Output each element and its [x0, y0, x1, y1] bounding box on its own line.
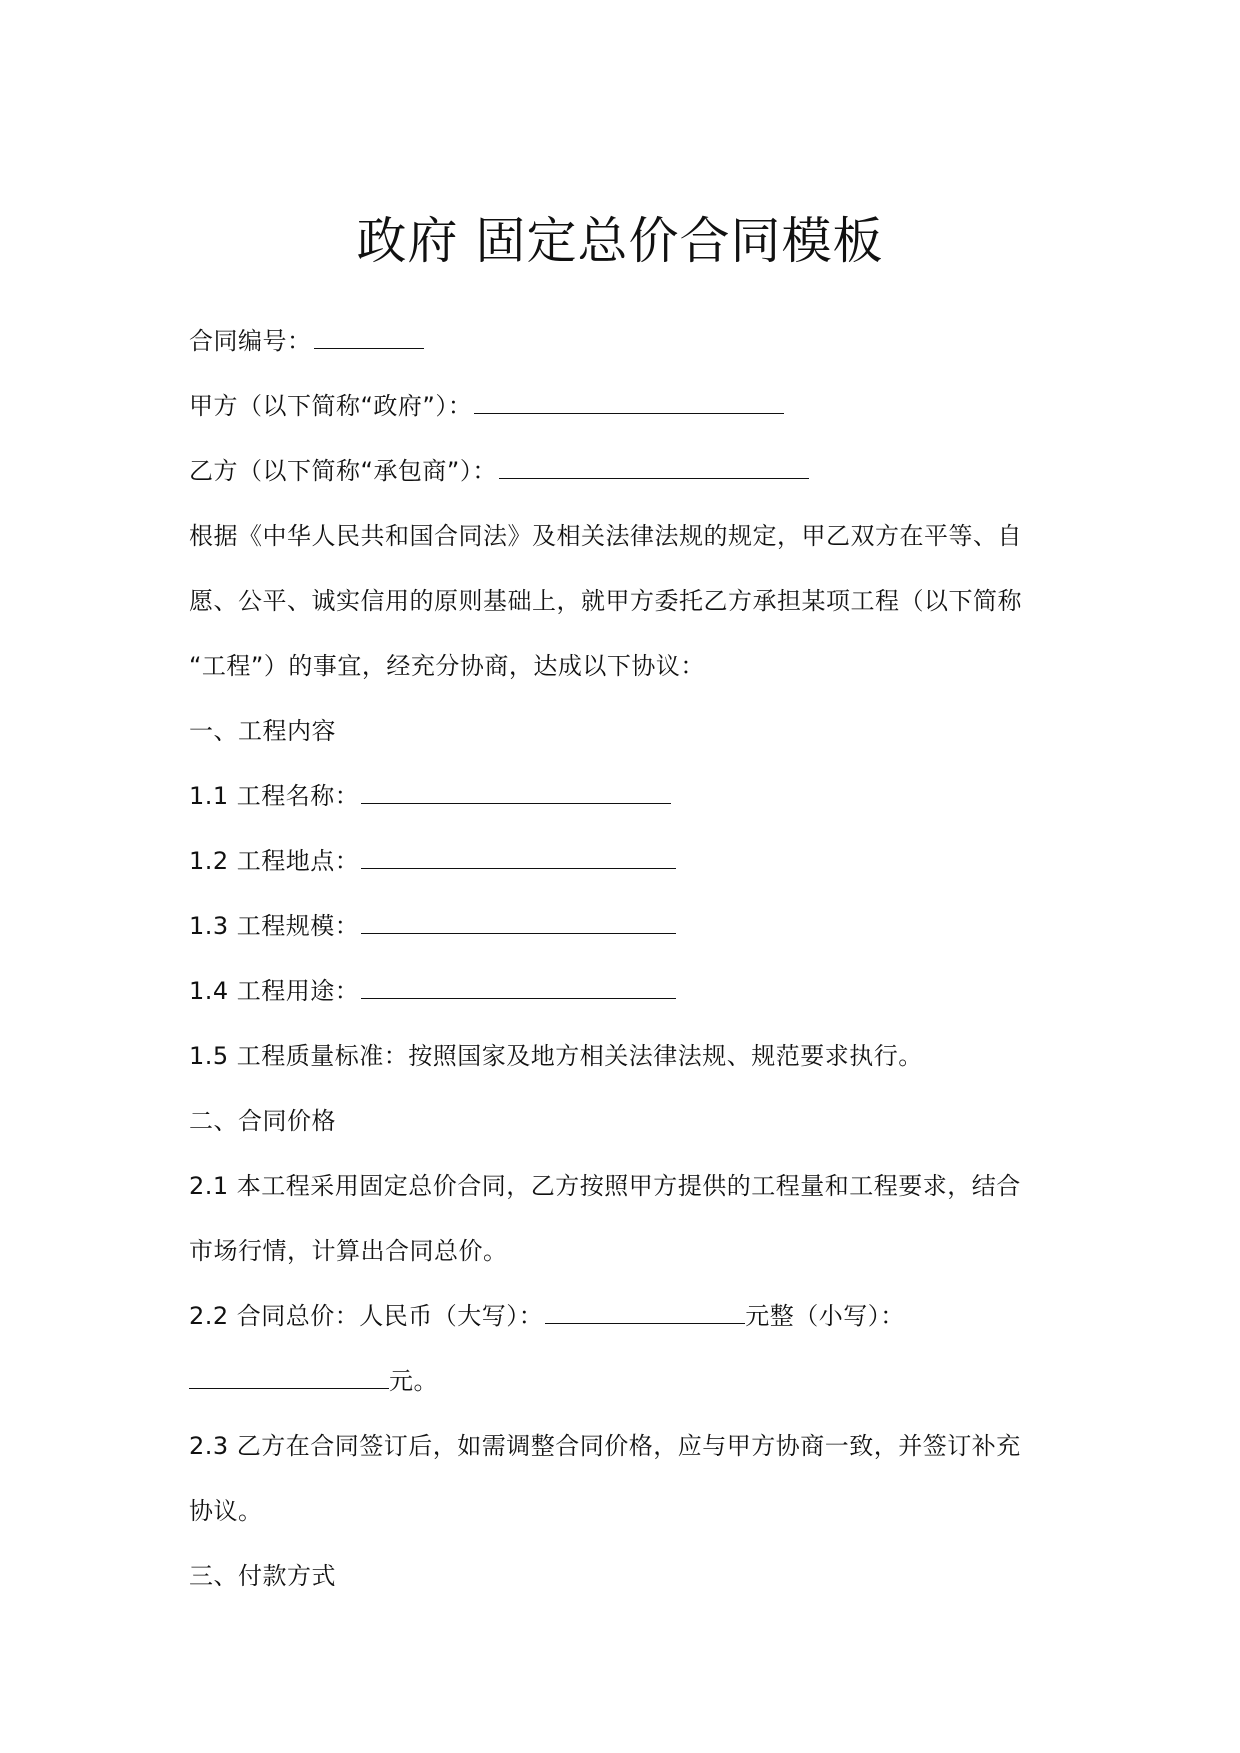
price-uppercase-blank[interactable] [545, 1301, 745, 1324]
section-heading-2: 二、合同价格 [189, 1107, 336, 1135]
project-scale-blank[interactable] [361, 911, 676, 934]
clause-2-2-line-1 [189, 1284, 1059, 1349]
project-name-blank[interactable] [361, 781, 671, 804]
clause-1-2-line [189, 829, 1059, 894]
party-a-blank[interactable] [474, 391, 784, 414]
clause-2-3-line-1: 2.3 乙方在合同签订后，如需调整合同价格，应与甲方协商一致，并签订补充 [189, 1432, 1021, 1460]
section-heading-3: 三、付款方式 [189, 1562, 336, 1590]
clause-2-1-line-2: 市场行情，计算出合同总价。 [189, 1237, 508, 1265]
clause-1-4-line [189, 959, 1059, 1024]
party-b-blank[interactable] [499, 456, 809, 479]
clause-1-2-label: 1.2 工程地点： [189, 847, 360, 875]
clause-2-3-line-2: 协议。 [189, 1497, 263, 1525]
clause-2-2-line-2 [189, 1349, 1059, 1414]
project-location-blank[interactable] [361, 846, 676, 869]
project-use-blank[interactable] [361, 976, 676, 999]
clause-1-5-line: 1.5 工程质量标准：按照国家及地方相关法律法规、规范要求执行。 [189, 1042, 923, 1070]
clause-2-2-end-text: 元。 [389, 1367, 438, 1395]
clause-1-3-label: 1.3 工程规模： [189, 912, 360, 940]
party-b-line [189, 439, 1059, 504]
clause-1-1-label: 1.1 工程名称： [189, 782, 360, 810]
clause-2-1-line-1: 2.1 本工程采用固定总价合同，乙方按照甲方提供的工程量和工程要求，结合 [189, 1172, 1021, 1200]
party-b-label: 乙方（以下简称“承包商”）： [189, 457, 497, 485]
clause-2-2-label: 2.2 合同总价：人民币（大写）： [189, 1302, 544, 1330]
intro-line-1: 根据《中华人民共和国合同法》及相关法律法规的规定，甲乙双方在平等、自 [189, 522, 1022, 550]
clause-1-3-line [189, 894, 1059, 959]
clause-1-4-label: 1.4 工程用途： [189, 977, 360, 1005]
contract-number-blank[interactable] [314, 326, 424, 349]
party-a-label: 甲方（以下简称“政府”）： [189, 392, 473, 420]
intro-line-2: 愿、公平、诚实信用的原则基础上，就甲方委托乙方承担某项工程（以下简称 [189, 587, 1022, 615]
contract-number-label: 合同编号： [189, 327, 312, 355]
clause-2-2-mid-text: 元整（小写）： [745, 1302, 905, 1330]
party-a-line [189, 374, 1059, 439]
page-title: 政府 固定总价合同模板 [356, 212, 884, 270]
contract-number-line [189, 309, 1059, 374]
document-body [189, 309, 1059, 1609]
price-lowercase-blank[interactable] [189, 1366, 389, 1389]
clause-1-1-line [189, 764, 1059, 829]
intro-line-3: “工程”）的事宜，经充分协商，达成以下协议： [189, 652, 705, 680]
section-heading-1: 一、工程内容 [189, 717, 336, 745]
